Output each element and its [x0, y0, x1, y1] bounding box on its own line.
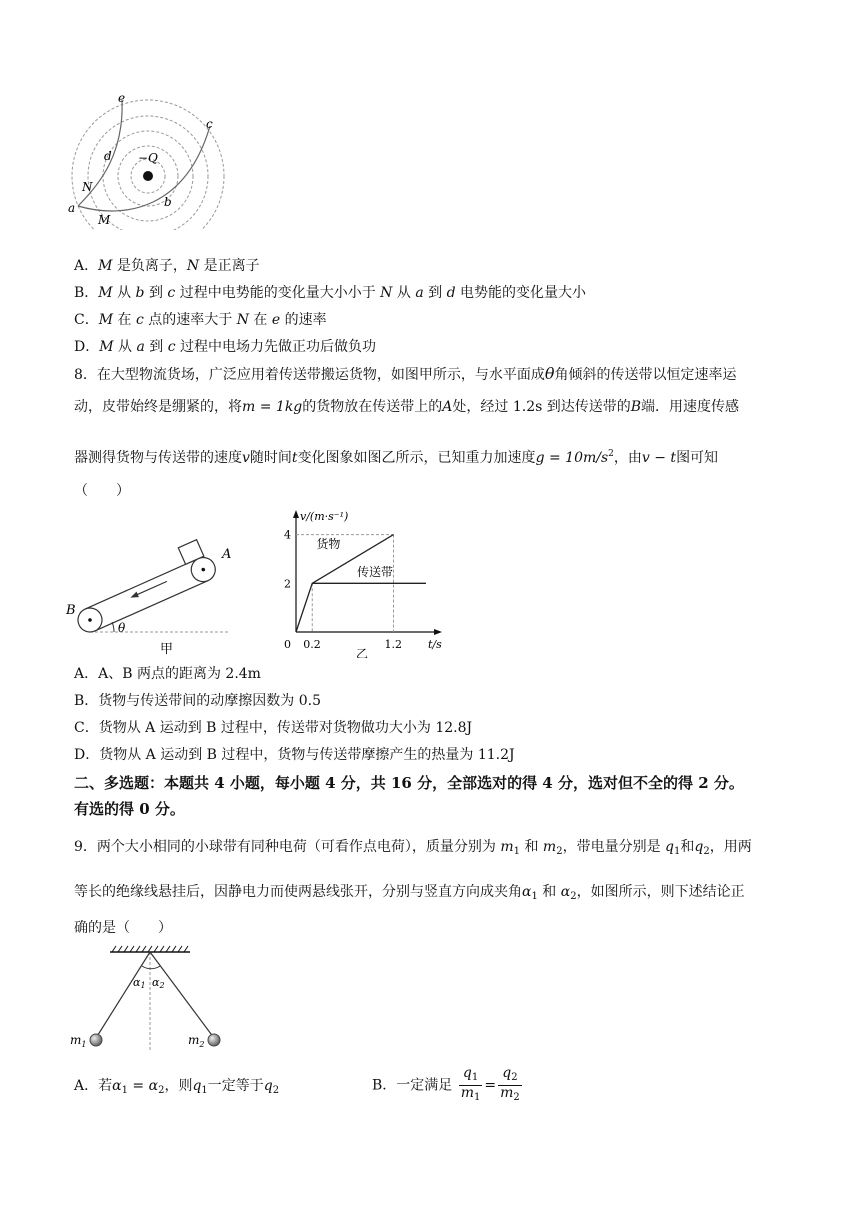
theta-label: θ: [118, 621, 126, 635]
subscript: 1: [201, 1085, 208, 1096]
text: 到: [144, 339, 168, 355]
label-c: c: [206, 117, 213, 131]
label-b: b: [164, 195, 172, 209]
fraction-q2-m2: $\frac{q_2}{m_2}$: [500, 1065, 520, 1103]
q8-stem-line2: [74, 397, 739, 417]
section-heading-line2: 有选的得 0 分。: [74, 800, 185, 818]
label-d: d: [104, 149, 112, 163]
q8-option-d[interactable]: D．货物从 A 运动到 B 过程中，货物与传送带摩擦产生的热量为 11.2J: [74, 747, 515, 763]
text: 和: [524, 839, 539, 855]
alpha2-label: α2: [152, 976, 165, 990]
trajectory-m: [78, 126, 210, 211]
subscript: 2: [703, 846, 710, 857]
charge-dot: [143, 171, 153, 181]
q7-option-a[interactable]: [74, 256, 260, 276]
string-1: [96, 952, 150, 1038]
var-c: c: [167, 285, 176, 301]
m2-label: $m_2$: [188, 1033, 205, 1049]
var-n: N: [186, 258, 200, 274]
label-b: B: [66, 603, 76, 618]
var-m: M: [98, 312, 114, 328]
belt-top: [85, 559, 198, 609]
label-n: N: [82, 180, 93, 194]
y-axis-arrow: [293, 510, 299, 518]
subscript: 2: [556, 846, 563, 857]
string-2: [150, 952, 214, 1038]
q9-stem-line3: 确的是（ ）: [74, 920, 172, 936]
ceiling-hatch: [112, 946, 188, 952]
text: 过程中电场力先做正功后做负功: [175, 339, 377, 355]
ball-2: [208, 1034, 220, 1046]
var-a: a: [136, 339, 145, 355]
y-axis-label: v/(m·s⁻¹): [300, 510, 349, 523]
arrow-head: [129, 592, 139, 601]
text: 8．在大型物流货场，广泛应用着传送带搬运货物，如图甲所示，与水平面成: [74, 367, 545, 383]
pendulum-figure: [68, 942, 238, 1054]
text: 动，皮带始终是绷紧的，将: [74, 399, 242, 415]
text: 到: [144, 285, 168, 301]
text: 端．用速度传感: [641, 399, 740, 415]
text: ，则: [164, 1078, 193, 1094]
alpha1-label: α1: [133, 976, 146, 990]
text: 一定等于: [207, 1078, 264, 1094]
origin-label: 0: [284, 638, 291, 651]
text: 点的速率大于: [143, 312, 237, 328]
text: 在: [248, 312, 272, 328]
q8-option-b[interactable]: B．货物与传送带间的动摩擦因数为 0.5: [74, 693, 322, 709]
subscript: 2: [570, 891, 577, 902]
text: 是正离子: [199, 258, 260, 274]
subscript: 2: [158, 1085, 165, 1096]
ball-1: [90, 1034, 102, 1046]
subscript: 1: [513, 846, 521, 857]
var-m: M: [98, 258, 113, 274]
text: 是负离子，: [112, 258, 187, 274]
m1-label: $m_1$: [70, 1033, 87, 1049]
var-a: A: [442, 399, 453, 415]
var-v: v: [242, 450, 250, 466]
angle-arc: [142, 966, 160, 969]
var-alpha: α: [522, 884, 532, 900]
text: 变化图象如图乙所示，已知重力加速度: [297, 450, 536, 466]
q7-option-d[interactable]: [74, 337, 376, 357]
var-b: B: [630, 399, 642, 415]
option-prefix: D．: [74, 339, 100, 355]
text: 在: [113, 312, 136, 328]
x-tick-label-1: 1.2: [384, 638, 402, 651]
text: 从: [113, 339, 137, 355]
vt-expr: v − t: [641, 450, 677, 466]
subscript: 1: [531, 891, 538, 902]
var-q: q: [694, 839, 704, 855]
option-prefix: B．: [74, 285, 99, 301]
var-m: M: [98, 285, 113, 301]
q8-stem-line1: [74, 364, 737, 385]
section-heading-line1: 二、多选题：本题共 4 小题，每小题 4 分，共 16 分，全部选对的得 4 分，选对但不全的得 2 分。: [74, 774, 744, 792]
subscript: 1: [121, 1085, 128, 1096]
q9-option-a[interactable]: [74, 1076, 279, 1101]
q8-option-c[interactable]: C．货物从 A 运动到 B 过程中，传送带对货物做功大小为 12.8J: [74, 720, 473, 736]
text: 器测得货物与传送带的速度: [74, 450, 242, 466]
text: 9．两个大小相同的小球带有同种电荷（可看作点电荷），质量分别为: [74, 839, 496, 855]
option-prefix: C．: [74, 312, 99, 328]
text: 电势能的变化量大小: [455, 285, 587, 301]
series-label-belt: 传送带: [356, 565, 393, 579]
series-label-cargo: 货物: [316, 537, 341, 551]
text: 过程中电势能的变化量大小小于: [175, 285, 381, 301]
text: 等长的绝缘线悬挂后，因静电力而使两悬线张开，分别与竖直方向成夹角: [74, 884, 522, 900]
var-c: c: [167, 339, 176, 355]
var-alpha: α: [112, 1078, 122, 1094]
text: 的货物放在传送带上的: [302, 399, 443, 415]
conveyor-figure: [64, 528, 264, 658]
vt-chart: [282, 506, 452, 658]
text: 处，经过 1.2s 到达传送带的: [452, 399, 631, 415]
label-e: e: [118, 91, 126, 105]
subscript: 2: [272, 1085, 280, 1096]
var-m: m: [542, 839, 557, 855]
mass-expr: m = 1kg: [242, 399, 303, 415]
var-n: N: [380, 285, 393, 301]
text: 和: [680, 839, 695, 855]
var-d: d: [446, 285, 456, 301]
text: A．若: [74, 1078, 113, 1094]
text: ，用两: [709, 839, 752, 855]
y-tick-label-1: 4: [284, 528, 291, 542]
text: =: [127, 1078, 149, 1094]
x-axis-arrow: [434, 629, 442, 635]
text: B．一定满足: [372, 1077, 453, 1094]
label-m: M: [98, 213, 111, 227]
fraction-q1-m1: $\frac{q_1}{m_1}$: [460, 1065, 481, 1103]
var-alpha: α: [148, 1078, 159, 1094]
option-prefix: A．: [74, 258, 99, 274]
text: 到: [423, 285, 447, 301]
var-m: M: [99, 339, 114, 355]
q8-stem-line3: [74, 444, 718, 468]
field-lines-figure: [66, 88, 236, 230]
var-a: a: [415, 285, 424, 301]
text: 图可知: [676, 450, 719, 466]
q8-answer-paren: （ ）: [74, 483, 130, 499]
equals: =: [484, 1077, 497, 1094]
y-tick-label-0: 2: [284, 577, 291, 591]
text: 角倾斜的传送带以恒定速率运: [554, 367, 737, 383]
var-q: q: [665, 839, 674, 855]
var-theta: θ: [544, 364, 555, 383]
caption: 甲: [160, 642, 174, 657]
var-q: q: [263, 1078, 273, 1094]
var-m: m: [500, 839, 514, 855]
text: ，带电量分别是: [562, 839, 661, 855]
var-t: t: [291, 450, 298, 466]
q9-stem-line1: [74, 837, 752, 862]
text: 和: [542, 884, 557, 900]
gravity-expr: g = 10m/s: [535, 450, 609, 466]
q9-stem-line2: [74, 882, 745, 907]
var-b: b: [135, 285, 145, 301]
label-a: a: [68, 201, 76, 215]
text: 从: [112, 285, 136, 301]
text: ，由: [613, 450, 642, 466]
text: 的速率: [280, 312, 327, 328]
chart-caption: 乙: [356, 647, 369, 658]
label-a: A: [222, 547, 232, 562]
subscript: 1: [674, 846, 681, 857]
q7-option-c[interactable]: [74, 310, 327, 330]
text: 从: [392, 285, 416, 301]
q7-option-b[interactable]: [74, 283, 586, 303]
x-tick-label-0: 0.2: [303, 638, 321, 651]
var-c: c: [135, 312, 144, 328]
var-e: e: [271, 312, 281, 328]
q8-option-a[interactable]: A．A、B 两点的距离为 2.4m: [74, 666, 261, 682]
var-n: N: [236, 312, 249, 328]
q9-option-b[interactable]: [372, 1066, 524, 1105]
text: 随时间: [249, 450, 292, 466]
angle-arc: [112, 622, 114, 632]
text: ，如图所示，则下述结论正: [576, 884, 745, 900]
var-alpha: α: [560, 884, 571, 900]
var-q: q: [192, 1078, 202, 1094]
x-axis-label: t/s: [428, 638, 442, 651]
superscript: 2: [608, 449, 614, 459]
label-q: −Q: [138, 151, 158, 165]
